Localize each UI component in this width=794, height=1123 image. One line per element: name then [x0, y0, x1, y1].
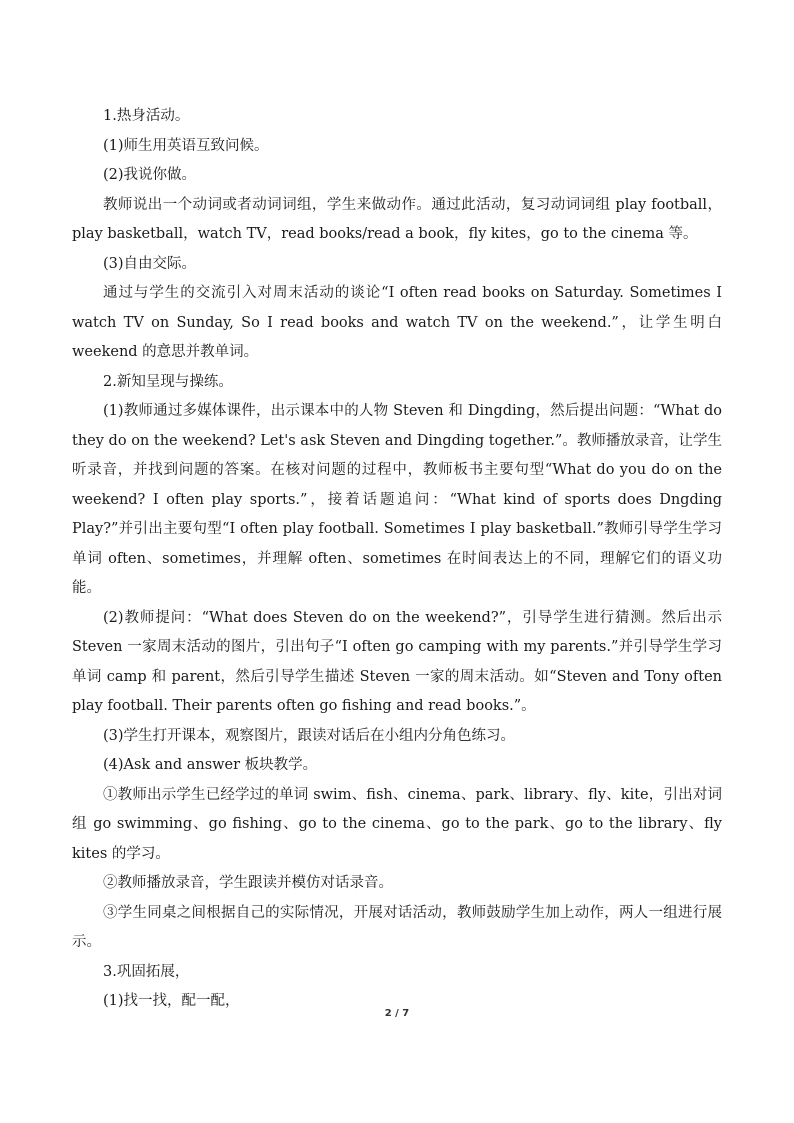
paragraph-teacher-question: (2)教师提问：“What does Steven do on the weekend?”，引导学生进行猜测。然后出示 Steven 一家周末活动的图片，引出句子“I often go camping with my parents.”并引导学生学习单词 camp 和 parent，然后引导学生描述 Steven 一家的周末活动。如“Steven and Tony often play football. Their parents often go fishing and read books.”。: [72, 609, 722, 714]
step-ask-and-answer: (4)Ask and answer 板块教学。: [103, 757, 318, 773]
page-number: 2 / 7: [384, 1008, 410, 1019]
step-role-play: (3)学生打开课本，观察图片，跟读对话后在小组内分角色练习。: [103, 727, 516, 744]
section-heading-warmup: 1.热身活动。: [103, 108, 190, 124]
step-i-say-you-do: (2)我说你做。: [103, 167, 197, 183]
step-greeting: (1)师生用英语互致问候。: [103, 137, 269, 154]
section-heading-presentation: 2.新知呈现与操练。: [103, 373, 233, 390]
step-find-and-match: (1)找一找，配一配，: [103, 993, 240, 1009]
paragraph-multimedia-steven-dingding: (1)教师通过多媒体课件，出示课本中的人物 Steven 和 Dingding，然后提出问题：“What do they do on the weekend? Let's ask Steven and Dingding together.”。教师播放录音，让学生听录音，并找到问题的答案。在核对问题的过程中，教师板书主要句型“What do you do on the weekend? I often play sports.”，接着话题追问：“What kind of sports does Dngding Play?”并引出主要句型“I often play football. Sometimes I play basketball.”教师引导学生学习单词 often、sometimes，并理解 often、sometimes 在时间表达上的不同，理解它们的语义功能。: [72, 403, 722, 596]
step-free-talk: (3)自由交际。: [103, 255, 197, 272]
section-heading-consolidation: 3.巩固拓展，: [103, 963, 190, 980]
paragraph-weekend-intro: 通过与学生的交流引入对周末活动的谈论“I often read books on Saturday. Sometimes I watch TV on Sunday, So I read books and watch TV on the weekend.”，让学生明白 weekend 的意思并教单词。: [72, 285, 722, 360]
paragraph-pair-dialogue: ③学生同桌之间根据自己的实际情况，开展对话活动，教师鼓励学生加上动作，两人一组进行展示。: [72, 904, 722, 950]
paragraph-listen-repeat: ②教师播放录音，学生跟读并模仿对话录音。: [103, 875, 393, 891]
paragraph-word-phrases: ①教师出示学生已经学过的单词 swim、fish、cinema、park、library、fly、kite，引出对词组 go swimming、go fishing、go to the cinema、go to the park、go to the library、fly kites 的学习。: [72, 786, 722, 862]
document-body: [72, 102, 722, 1017]
paragraph-verb-review: 教师说出一个动词或者动词词组，学生来做动作。通过此活动，复习动词词组 play football，play basketball，watch TV，read books/read a book，fly kites，go to the cinema 等。: [72, 196, 722, 242]
